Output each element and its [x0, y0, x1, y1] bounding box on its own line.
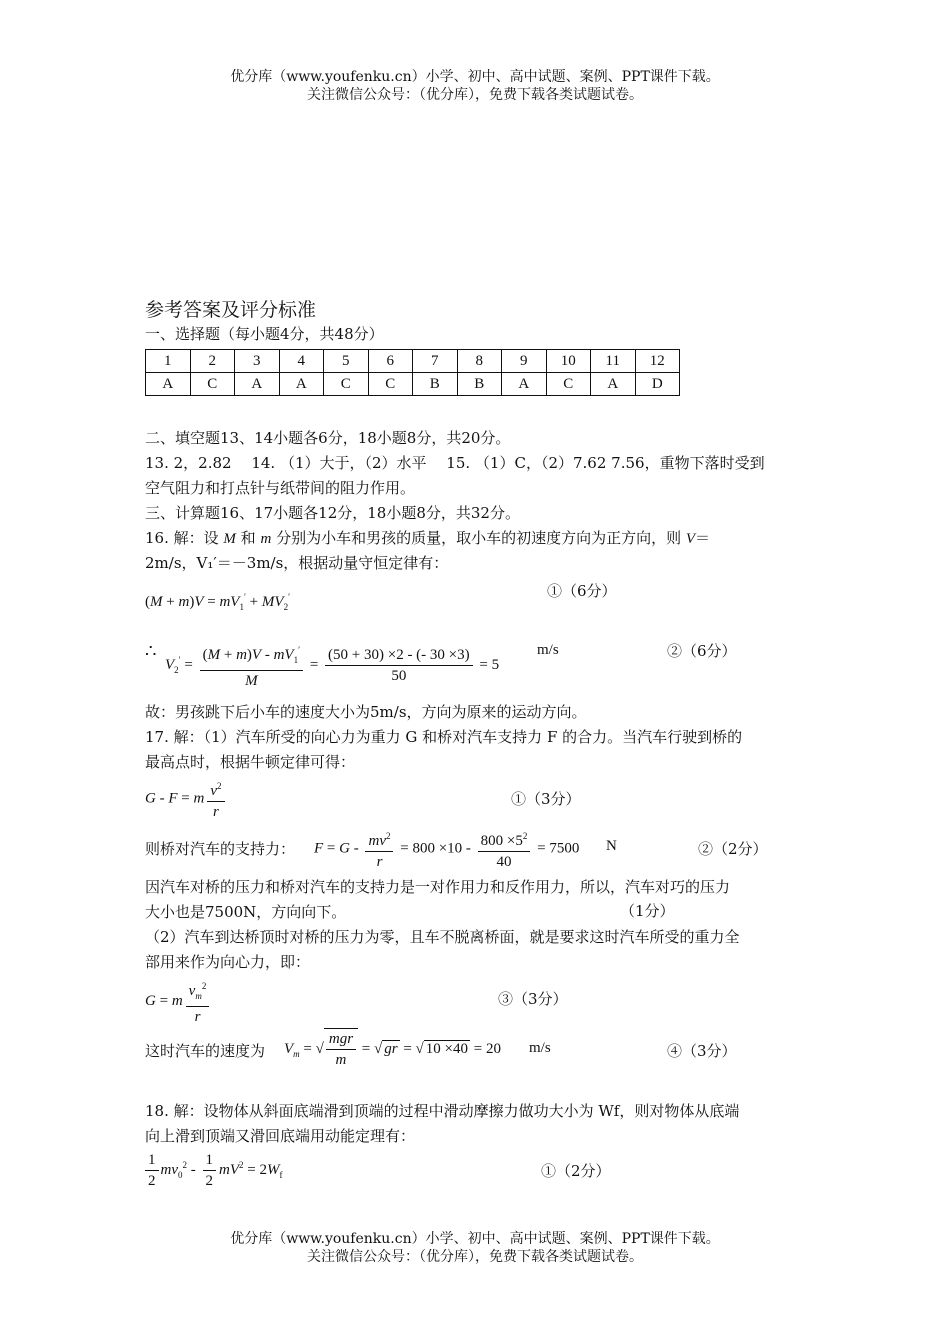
table-cell: A: [502, 373, 547, 396]
q18-score-mark-1: ①（2分）: [541, 1162, 611, 1180]
section2-heading: 二、填空题13、14小题各6分，18小题8分，共20分。: [145, 429, 511, 447]
q17-line-5: 因汽车对桥的压力和桥对汽车的支持力是一对作用力和反作用力，所以，汽车对巧的压力: [145, 878, 731, 896]
table-cell: D: [635, 373, 680, 396]
table-cell: B: [413, 373, 458, 396]
section2-line-1: 13. 2，2.82 14. （1）大于，（2）水平 15. （1）C，（2）7.62 7.56，重物下落时受到: [145, 454, 765, 472]
table-cell: 5: [324, 350, 369, 373]
table-cell: 4: [279, 350, 324, 373]
footer-line-2: 关注微信公众号：（优分库），免费下载各类试题试卷。: [307, 1249, 643, 1265]
q17-line-8: 部用来作为向心力，即：: [145, 953, 311, 971]
answer-table-numbers-row: [146, 350, 680, 373]
q18-line-2: 向上滑到顶端又滑回底端用动能定理有：: [145, 1127, 416, 1145]
page-title: 参考答案及评分标准: [145, 299, 317, 321]
var-M: M: [223, 531, 236, 547]
q16-text: 16. 解：设: [145, 529, 224, 547]
header-line-1: 优分库（www.youfenku.cn）小学、初中、高中试题、案例、PPT课件下载。: [230, 69, 720, 85]
q17-unit-5: m/s: [529, 1040, 551, 1056]
section1-heading: 一、选择题（每小题4分，共48分）: [145, 325, 384, 343]
q17-line-2: 最高点时，根据牛顿定律可得：: [145, 753, 356, 771]
q17-score-mark-5: ④（3分）: [667, 1042, 737, 1060]
q17-score-mark-1: ①（3分）: [511, 790, 581, 808]
q16-formula-2: $V_2'$ = $\frac{(M + m)V - mV_1'}{M}$ = $\frac{(50 + 30) \times 2 - (- 30 \times 3)}{50}$ = 5: [165, 640, 499, 691]
footer-line-1: 优分库（www.youfenku.cn）小学、初中、高中试题、案例、PPT课件下载。: [230, 1231, 720, 1247]
section2-line-2: 空气阻力和打点针与纸带间的阻力作用。: [145, 479, 416, 497]
q17-support-label: 则桥对汽车的支持力：: [145, 840, 296, 858]
table-cell: C: [546, 373, 591, 396]
q17-line-7: （2）汽车到达桥顶时对桥的压力为零，且车不脱离桥面，就是要求这时汽车所受的重力全: [145, 928, 740, 946]
q17-unit-2: N: [606, 838, 617, 854]
q16-text: 和: [235, 529, 261, 547]
q17-line-1: 17. 解：（1）汽车所受的向心力为重力 G 和桥对汽车支持力 F 的合力。当汽车行驶到桥的: [145, 728, 743, 746]
table-cell: 9: [502, 350, 547, 373]
q17-formula-2: F = G - $\frac{mv^2}{r}$ = 800 ×10 - $\frac{800 \times 5^2}{40}$ = 7500: [314, 826, 579, 872]
table-cell: C: [190, 373, 235, 396]
header-line-2: 关注微信公众号：（优分库），免费下载各类试题试卷。: [307, 87, 643, 103]
table-cell: 8: [457, 350, 502, 373]
table-cell: 11: [591, 350, 636, 373]
answer-table: [145, 349, 680, 396]
therefore-symbol: ∴: [145, 641, 157, 662]
q17-score-mark-3: （1分）: [620, 902, 675, 920]
q16-score-mark-1: ①（6分）: [547, 582, 617, 600]
table-cell: A: [591, 373, 636, 396]
q17-speed-label: 这时汽车的速度为: [145, 1042, 266, 1060]
table-cell: 7: [413, 350, 458, 373]
q16-formula-1: $(M + m)V = mV_1' + MV_2'$: [145, 592, 291, 612]
q18-formula-1: $\frac{1}{2}$ $mv_0^2$ - $\frac{1}{2}$ $mV^2 = 2W_f$: [145, 1150, 282, 1191]
table-cell: C: [324, 373, 369, 396]
q17-formula-3: G = m $\frac{v_m^2}{r}$: [145, 976, 212, 1027]
q17-formula-1: G - F = m $\frac{v^2}{r}$: [145, 776, 228, 822]
q17-score-mark-2: ②（2分）: [698, 840, 768, 858]
var-V: V: [685, 531, 696, 547]
var-m: m: [260, 531, 272, 547]
q16-text: 分别为小车和男孩的质量，取小车的初速度方向为正方向，则: [271, 529, 686, 547]
q16-score-mark-2: ②（6分）: [667, 642, 737, 660]
table-cell: 10: [546, 350, 591, 373]
table-cell: B: [457, 373, 502, 396]
q18-line-1: 18. 解：设物体从斜面底端滑到顶端的过程中滑动摩擦力做功大小为 Wf，则对物体从底端: [145, 1102, 740, 1120]
section3-heading: 三、计算题16、17小题各12分，18小题8分，共32分。: [145, 504, 520, 522]
table-cell: A: [146, 373, 191, 396]
table-cell: A: [279, 373, 324, 396]
table-cell: C: [368, 373, 413, 396]
q16-text: ＝: [695, 529, 711, 547]
q16-unit-2: m/s: [537, 642, 559, 658]
q16-conclusion: 故：男孩跳下后小车的速度大小为5m/s，方向为原来的运动方向。: [145, 703, 587, 721]
q17-score-mark-4: ③（3分）: [498, 990, 568, 1008]
q17-formula-4: $V_m$ = √ $\frac{\text{mgr}}{m}$ = √ gr = √ 10 ×40 = 20: [284, 1028, 501, 1070]
table-cell: 1: [146, 350, 191, 373]
answer-table-answers-row: [146, 373, 680, 396]
q16-line-2: 2m/s，V₁′＝－3m/s，根据动量守恒定律有：: [145, 554, 449, 572]
table-cell: 12: [635, 350, 680, 373]
table-cell: 6: [368, 350, 413, 373]
q16-line-1: [145, 526, 810, 551]
q17-line-6: 大小也是7500N，方向向下。: [145, 903, 347, 921]
table-cell: A: [235, 373, 280, 396]
table-cell: 2: [190, 350, 235, 373]
table-cell: 3: [235, 350, 280, 373]
